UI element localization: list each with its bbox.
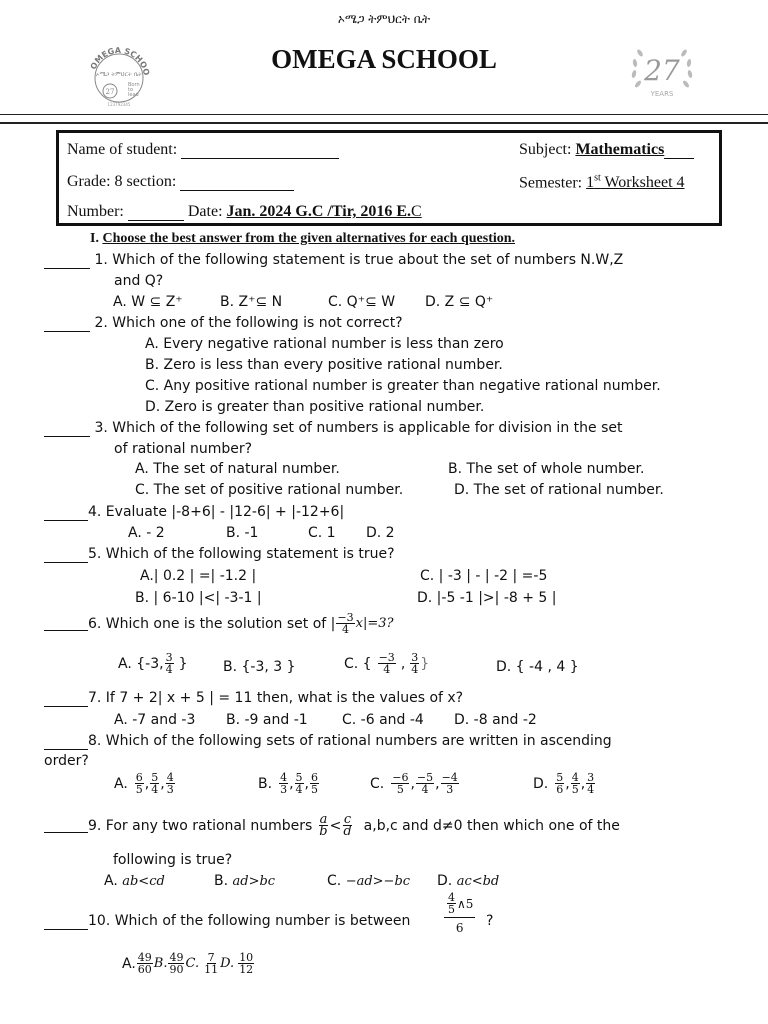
q10-a-fraction (137, 952, 153, 975)
q9-text-tail: a,b,c and d≠0 then which one of the (363, 817, 620, 834)
q9-d-label: D. (437, 873, 453, 889)
q1-option-d: D. Z ⊆ Q⁺ (425, 294, 494, 310)
q6-fraction-num: −3 (337, 611, 354, 624)
q6-c-num-2: 3 (411, 651, 419, 664)
question-3-text-cont: of rational number? (114, 441, 253, 457)
q8-c-den-2: 4 (421, 783, 429, 796)
q8-option-b: B. $\frac{4}{3}$ , $\frac{5}{4}$ , $\frac{6}{5}$ (258, 771, 318, 796)
q10-a-den: 60 (137, 963, 152, 976)
logo-right-number: 27 (644, 54, 680, 87)
school-logo-left (84, 40, 154, 110)
q7-option-d: D. -8 and -2 (454, 712, 537, 728)
q8-option-a: A. $\frac{6}{5}$ , $\frac{5}{4}$ , $\frac{4}{3}$ (114, 771, 174, 796)
q3-option-c: C. The set of positive rational number. (135, 482, 404, 498)
q7-option-b: B. -9 and -1 (226, 712, 308, 728)
logo-right-caption: YEARS (650, 90, 674, 98)
q5-option-d: D. |-5 -1 |>| -8 + 5 | (417, 590, 557, 606)
date-tail: C (411, 203, 422, 220)
answer-blank-6[interactable] (44, 616, 88, 631)
q8-a-fraction-1 (135, 772, 144, 795)
q8-b-fraction-1 (279, 772, 288, 795)
logo-left-tel: 123792345 (107, 102, 131, 107)
question-8 (44, 732, 612, 750)
q8-a-den-3: 3 (166, 783, 174, 796)
q9-d-expr: ac<bd (456, 874, 500, 889)
header-divider-bottom (0, 122, 768, 124)
q1-option-b: B. Z⁺⊆ N (220, 294, 283, 310)
q6-c-num-1: −3 (378, 651, 395, 664)
q6-c-pre: C. { (344, 655, 372, 672)
date-value: Jan. 2024 G.C /Tir, 2016 E. (226, 203, 412, 220)
q8-c-fraction-2 (416, 772, 434, 795)
answer-blank-2[interactable] (44, 317, 90, 332)
question-1 (44, 251, 623, 269)
q10-c-label: C. (185, 955, 200, 971)
q10-b-den: 90 (169, 963, 184, 976)
section-field[interactable] (180, 176, 294, 191)
instruction-text: Choose the best answer from the given alternatives for each question. (102, 231, 516, 246)
q6-c-fraction-1 (378, 652, 396, 675)
q10-c-num: 7 (207, 951, 215, 964)
q8-c-fraction-3 (441, 772, 459, 795)
q9-option-b (214, 872, 275, 891)
semester-number: 1 (586, 174, 595, 192)
grade-row (67, 173, 294, 191)
q8-d-num-1: 5 (556, 771, 564, 784)
q10-c-den: 11 (204, 963, 219, 976)
q8-c-fraction-1 (391, 772, 409, 795)
question-6-text: 6. Which one is the solution set of | (88, 615, 336, 632)
q10-b-num: 49 (169, 951, 184, 964)
q10-d-num: 10 (239, 951, 254, 964)
q6-a-post: } (178, 655, 188, 672)
question-2-text: 2. Which one of the following is not correct? (94, 315, 403, 331)
q10-options (122, 952, 255, 975)
q10-top-fraction (447, 892, 456, 915)
number-field[interactable] (128, 206, 184, 221)
q8-c-num-3: −4 (441, 771, 458, 784)
q2-option-d: D. Zero is greater than positive rational number. (145, 399, 485, 415)
q8-d-num-2: 4 (571, 771, 579, 784)
header-script-text: ኦሜጋ ትምህርት ቤት (337, 12, 431, 26)
student-name-row (67, 141, 339, 159)
q3-option-a: A. The set of natural number. (135, 461, 340, 477)
q6-option-d: D. { -4 , 4 } (496, 659, 579, 675)
q8-c-den-1: 5 (396, 783, 404, 796)
q8-a-den-1: 5 (135, 783, 143, 796)
question-10-text: 10. Which of the following number is between (88, 913, 411, 929)
question-3 (44, 419, 622, 437)
q9-option-a (104, 872, 165, 891)
q7-option-c: C. -6 and -4 (342, 712, 424, 728)
question-10 (44, 912, 410, 930)
question-9-text: 9. For any two rational numbers (88, 817, 313, 834)
q8-a-fraction-3 (166, 772, 175, 795)
student-info-box (56, 130, 722, 226)
q6-option-a (118, 652, 187, 675)
logo-left-middle-text: ኦሜጋ ትምህርት ቤት (95, 71, 143, 78)
q6-c-den-2: 4 (411, 663, 419, 676)
answer-blank-7[interactable] (44, 692, 88, 707)
q8-a-den-2: 4 (151, 783, 159, 796)
grade-label: Grade: 8 section: (67, 173, 177, 190)
q10-a-num: 49 (137, 951, 152, 964)
q2-option-b: B. Zero is less than every positive rational number. (145, 357, 503, 373)
question-5 (44, 545, 395, 563)
logo-left-top-text: OMEGA SCHOO (88, 45, 151, 77)
q9-f2-num: c (343, 812, 352, 827)
q3-option-b: B. The set of whole number. (448, 461, 645, 477)
q6-option-b: B. {-3, 3 } (223, 659, 296, 675)
q7-option-a: A. -7 and -3 (114, 712, 196, 728)
q5-option-b: B. | 6-10 |<| -3-1 | (135, 590, 262, 606)
q9-c-label: C. (327, 873, 342, 889)
q4-option-c: C. 1 (308, 525, 336, 541)
q8-d-fraction-2 (571, 772, 580, 795)
subject-row (519, 141, 694, 159)
q8-a-label: A. (114, 775, 128, 792)
school-name: OMEGA SCHOOL (271, 44, 497, 74)
date-label: Date: (187, 203, 223, 220)
q4-option-d: D. 2 (366, 525, 395, 541)
q6-option-c: C. { $\frac{-3}{4}$ , $\frac{3}{4}$ } (344, 651, 430, 676)
q8-d-label: D. (533, 775, 549, 792)
q10-a-label: A. (122, 955, 136, 972)
q2-option-a: A. Every negative rational number is less than zero (145, 336, 504, 352)
subject-label: Subject: (519, 141, 572, 158)
q8-c-num-2: −5 (416, 771, 434, 784)
q9-fraction-ab (318, 814, 328, 837)
logo-left-motto-2: to (128, 87, 134, 93)
question-9 (44, 814, 620, 837)
q8-c-num-1: −6 (392, 771, 409, 784)
q8-b-den-1: 3 (280, 783, 288, 796)
instruction-roman: I. (90, 231, 99, 246)
anniversary-logo-right (626, 40, 698, 104)
q4-option-a: A. - 2 (128, 525, 165, 541)
q10-top-tail: ∧5 (457, 896, 474, 911)
q6-a-num: 3 (165, 651, 173, 664)
logo-left-motto-3: lead (128, 92, 139, 98)
student-name-label: Name of student: (67, 141, 178, 158)
question-7 (44, 689, 463, 707)
q4-option-b: B. -1 (226, 525, 259, 541)
q6-c-den-1: 4 (383, 663, 391, 676)
q8-a-num-2: 5 (151, 771, 159, 784)
q1-option-a: A. W ⊆ Z⁺ (113, 294, 183, 310)
q10-bottom: 6 (455, 921, 464, 935)
q8-c-label: C. (370, 775, 385, 792)
section-instruction (90, 231, 515, 247)
q9-b-label: B. (214, 873, 229, 889)
q8-b-num-1: 4 (280, 771, 288, 784)
q6-a-pre: A. {-3, (118, 655, 164, 672)
question-3-text: 3. Which of the following set of numbers is applicable for division in the set (94, 420, 623, 436)
subject-value: Mathematics (575, 141, 665, 158)
q5-option-c: C. | -3 | - | -2 | =-5 (420, 568, 548, 584)
q8-a-num-3: 4 (166, 771, 174, 784)
answer-blank-3[interactable] (44, 422, 90, 437)
q8-d-fraction-1 (555, 772, 564, 795)
q9-b-expr: ad>bc (232, 874, 276, 889)
q3-option-d: D. The set of rational number. (454, 482, 664, 498)
q9-less-than: < (329, 817, 342, 834)
q10-d-label: D. (220, 955, 235, 971)
logo-left-number: 27 (105, 88, 115, 96)
answer-blank-10[interactable] (44, 915, 88, 930)
q6-c-fraction-2 (410, 652, 419, 675)
q10-top-num: 4 (448, 891, 455, 904)
q6-equation-tail: x|=3? (355, 615, 394, 631)
q8-d-num-3: 3 (587, 771, 595, 784)
student-name-field[interactable] (181, 144, 339, 159)
q9-a-expr: ab<cd (122, 874, 165, 889)
answer-blank-8[interactable] (44, 735, 88, 750)
question-2 (44, 314, 403, 332)
q6-a-fraction (165, 652, 174, 675)
q8-option-c: C. $\frac{-6}{5}$ , $\frac{-5}{4}$ , $\frac{-4}{3}$ (370, 771, 458, 796)
question-1-text-cont: and Q? (114, 273, 164, 289)
q1-option-c: C. Q⁺⊆ W (328, 294, 396, 310)
answer-blank-9[interactable] (44, 818, 88, 833)
q6-a-den: 4 (165, 663, 173, 676)
q8-b-fraction-2 (295, 772, 304, 795)
q9-f1-den: b (319, 824, 328, 839)
q8-d-den-2: 5 (571, 783, 579, 796)
q8-a-num-1: 6 (135, 771, 143, 784)
number-date-row (67, 203, 422, 221)
q8-d-den-3: 4 (587, 783, 595, 796)
q8-c-den-3: 3 (446, 783, 454, 796)
q10-question-mark: ? (486, 913, 494, 929)
question-6 (44, 612, 393, 635)
semester-label: Semester: (519, 174, 583, 192)
semester-suffix: st (594, 173, 601, 184)
q9-f2-den: d (343, 824, 352, 839)
q8-b-num-3: 6 (310, 771, 318, 784)
q10-b-label: B. (153, 955, 168, 971)
q8-d-fraction-3 (586, 772, 595, 795)
q8-option-d: D. $\frac{5}{6}$ , $\frac{4}{5}$ , $\frac{3}{4}$ (533, 771, 595, 796)
question-9-text-cont: following is true? (113, 852, 233, 868)
q6-c-post: } (420, 655, 430, 672)
question-4 (44, 503, 344, 521)
question-4-text: 4. Evaluate |-8+6| - |12-6| + |-12+6| (88, 504, 345, 520)
q8-b-num-2: 5 (295, 771, 303, 784)
q5-option-a: A.| 0.2 | =| -1.2 | (140, 568, 257, 584)
question-8-text-cont: order? (44, 753, 89, 769)
q10-top-den: 5 (448, 903, 455, 916)
answer-blank-4[interactable] (44, 506, 88, 521)
question-8-text: 8. Which of the following sets of rational numbers are written in ascending (88, 733, 612, 749)
answer-blank-5[interactable] (44, 548, 88, 563)
q8-d-den-1: 6 (556, 783, 564, 796)
q8-b-den-2: 4 (295, 783, 303, 796)
q8-b-fraction-3 (310, 772, 319, 795)
q10-d-fraction (238, 952, 254, 975)
q9-fraction-cd (342, 814, 352, 837)
q9-c-expr: −ad>−bc (345, 874, 411, 889)
q2-option-c: C. Any positive rational number is greater than negative rational number. (145, 378, 661, 394)
semester-worksheet: Worksheet 4 (604, 174, 685, 192)
q8-a-fraction-2 (150, 772, 159, 795)
q9-option-d (437, 872, 499, 891)
q9-f1-num: a (319, 812, 328, 827)
semester-row (519, 173, 685, 192)
question-5-text: 5. Which of the following statement is true? (88, 546, 395, 562)
q10-d-den: 12 (239, 963, 254, 976)
q6-fraction (336, 612, 354, 635)
subject-underline (664, 144, 694, 159)
number-label: Number: (67, 203, 124, 220)
question-1-text: 1. Which of the following statement is true about the set of numbers N.W,Z (94, 252, 624, 268)
q9-option-c (327, 872, 410, 891)
answer-blank-1[interactable] (44, 254, 90, 269)
q8-b-den-3: 5 (310, 783, 318, 796)
q10-b-fraction (168, 952, 184, 975)
logo-left-motto-1: Born (128, 82, 140, 88)
header-divider-top (0, 114, 768, 115)
semester-value (586, 174, 684, 191)
q8-b-label: B. (258, 775, 273, 792)
q6-fraction-den: 4 (342, 623, 350, 636)
q10-compound-fraction (444, 892, 475, 935)
question-7-text: 7. If 7 + 2| x + 5 | = 11 then, what is the values of x? (88, 690, 464, 706)
q9-a-label: A. (104, 873, 118, 889)
q10-c-fraction (203, 952, 219, 975)
